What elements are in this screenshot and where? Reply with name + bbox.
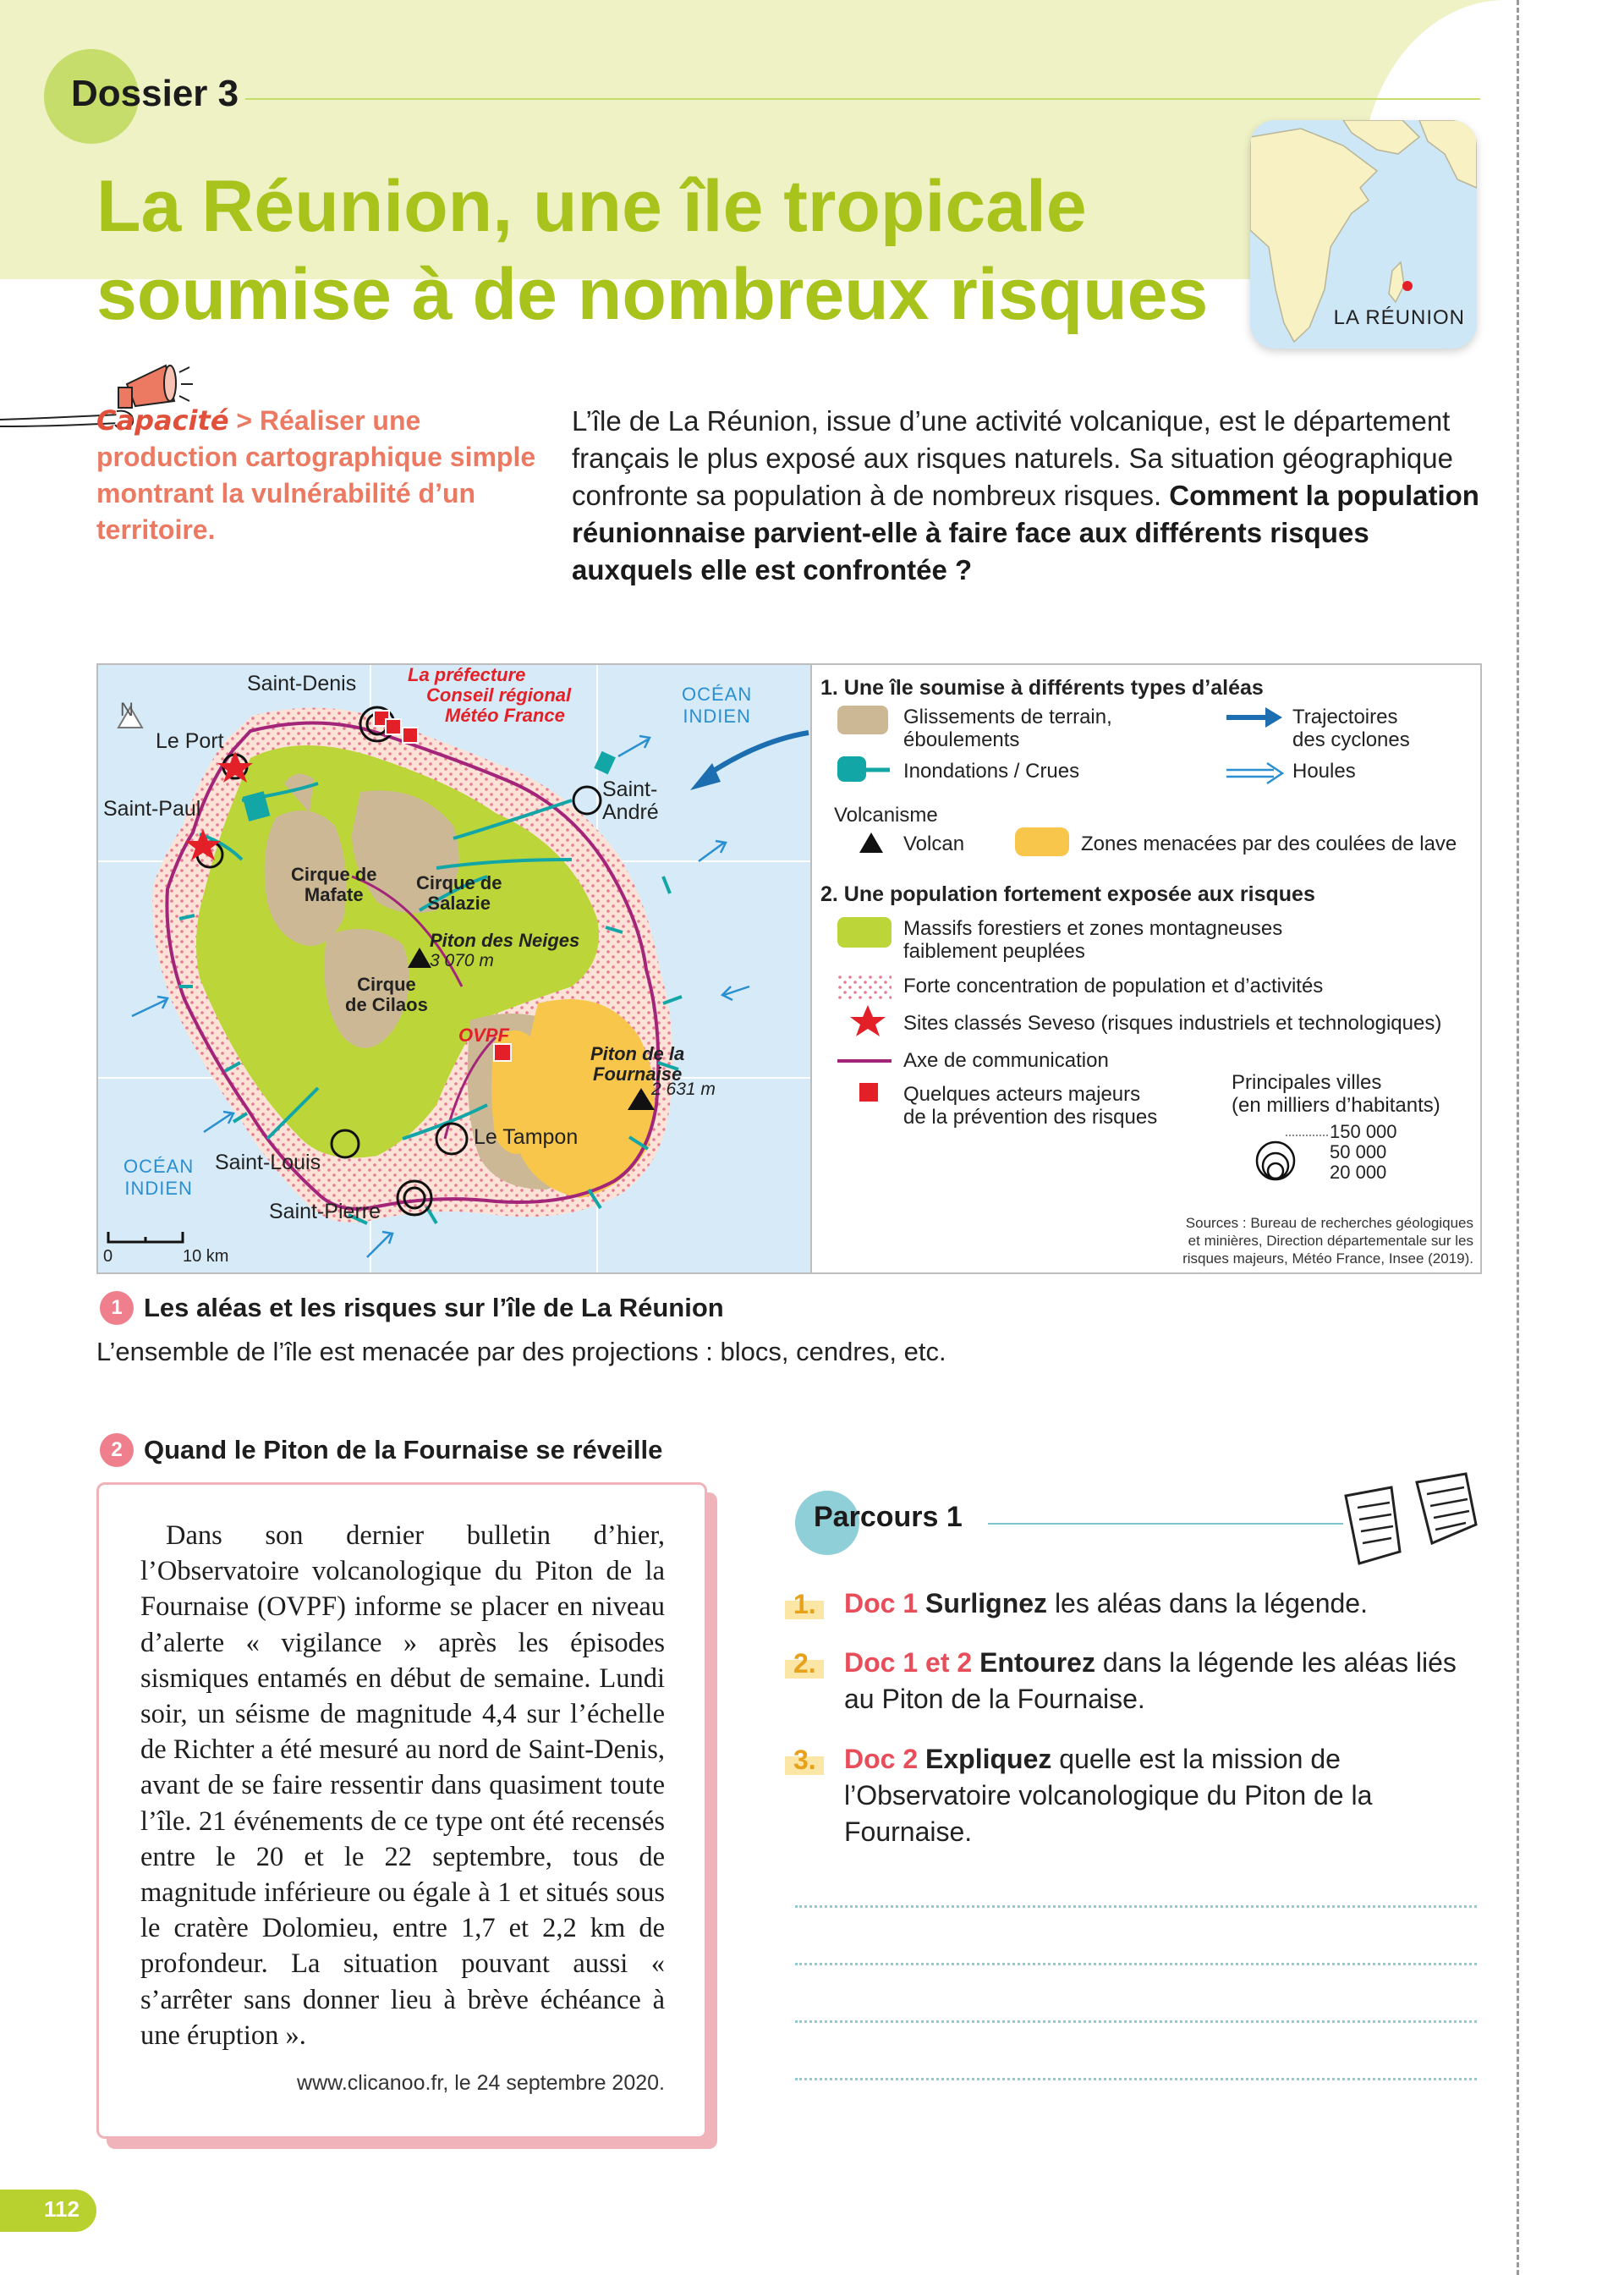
scale-zero: 0 xyxy=(103,1247,113,1266)
label-ocean-ne: OCÉAN INDIEN xyxy=(682,684,753,727)
papers-icon xyxy=(1341,1470,1484,1572)
label-saint-andre: Saint- André xyxy=(602,778,659,824)
legend-acteurs: Quelques acteurs majeurs de la prévention des risques xyxy=(903,1083,1158,1129)
q2-number: 2. xyxy=(793,1648,816,1679)
page-number: 112 xyxy=(44,2196,80,2222)
q1-number: 1. xyxy=(793,1589,816,1619)
answer-line-1[interactable] xyxy=(795,1905,1477,1908)
label-cirque-mafate: Cirque de Mafate xyxy=(291,864,377,905)
title-line-1: La Réunion, une île tropicale xyxy=(96,166,1087,247)
map-legend xyxy=(810,665,1482,1272)
q3-text xyxy=(844,1741,1479,1850)
capacite-text: > Réaliser une production cartographique simple montrant la vulnérabilité d’un territoire. xyxy=(96,405,536,545)
legend-volcanisme: Volcanisme xyxy=(834,804,938,827)
q2-verb: Entourez xyxy=(979,1647,1095,1678)
intro-text: L’île de La Réunion, issue d’une activité volcanique, est le département français le plus exposé aux risques naturels. Sa situation géographique confronte sa population à de nombreux risques. xyxy=(572,405,1453,511)
legend-inondations: Inondations / Crues xyxy=(903,760,1080,783)
label-piton-fournaise: Piton de la Fournaise xyxy=(590,1043,685,1085)
legend-concentration: Forte concentration de population et d’activités xyxy=(903,975,1324,997)
legend-villes-title: Principales villes (en milliers d’habitants) xyxy=(1232,1071,1440,1117)
label-saint-louis: Saint-Louis xyxy=(215,1151,321,1174)
label-ocean-sw: OCÉAN INDIEN xyxy=(123,1156,195,1199)
doc1-number: 1 xyxy=(100,1291,134,1325)
legend-heading-1: 1. Une île soumise à différents types d’aléas xyxy=(820,676,1264,700)
q1-rest: les aléas dans la légende. xyxy=(1047,1588,1368,1618)
parcours-label: Parcours 1 xyxy=(814,1501,963,1533)
dossier-rule xyxy=(245,98,1480,100)
q2-doc: Doc 1 et 2 xyxy=(844,1647,973,1678)
label-ovpf: OVPF xyxy=(458,1025,509,1046)
capacite-block xyxy=(96,403,536,548)
doc2-source: www.clicanoo.fr, le 24 septembre 2020. xyxy=(297,2071,665,2095)
doc2-number: 2 xyxy=(100,1433,134,1467)
label-le-port: Le Port xyxy=(156,729,224,753)
legend-volcan: Volcan xyxy=(903,833,965,855)
label-piton-fournaise-alt: 2 631 m xyxy=(651,1080,716,1099)
q3-number: 3. xyxy=(793,1745,816,1775)
legend-houles: Houles xyxy=(1292,760,1356,783)
legend-trajectoires: Trajectoires des cyclones xyxy=(1292,706,1410,751)
title-line-2: soumise à de nombreux risques xyxy=(96,254,1209,335)
legend-massifs: Massifs forestiers et zones montagneuses faiblement peuplées xyxy=(903,917,1283,963)
doc2-text: Dans son dernier bulletin d’hier, l’Observatoire volcanologique du Piton de la Fournaise (OVPF) informe se placer en niveau d’alerte « vigilance » après les épisodes sismiques entamés en début de semaine. Lundi soir, un séisme de magnitude 4,4 sur l’échelle de Richter a été mesuré au nord de Saint-Denis, avant de se faire ressentir dans quasiment toute l’île. 21 événements de ce type ont été recensés entre le 20 et le 22 septembre, tous de magnitude inférieure ou égale à 1 et situés sous le cratère Dolomieu, entre 1,7 et 2,2 km de profondeur. La situation pouvant aussi « s’arrêter sans donner lieu à brève échéance à une éruption ». xyxy=(140,1520,665,2051)
legend-sources: Sources : Bureau de recherches géologiques et minières, Direction départementale sur les risques majeurs, Météo France, Insee (2019). xyxy=(1182,1215,1473,1267)
risk-map xyxy=(96,663,1482,1274)
q1-text xyxy=(844,1585,1479,1622)
margin-rule xyxy=(1517,0,1519,2275)
label-piton-neiges: Piton des Neiges xyxy=(430,930,580,951)
q3-rest: quelle est la mission de l’Observatoire volcanologique du Piton de la Fournaise. xyxy=(844,1744,1373,1847)
doc1-title: Les aléas et les risques sur l’île de La Réunion xyxy=(144,1293,724,1322)
legend-villes-20: 20 000 xyxy=(1330,1162,1387,1183)
label-piton-neiges-alt: 3 070 m xyxy=(430,951,494,970)
scale-km: 10 km xyxy=(183,1247,229,1266)
locator-label: LA RÉUNION xyxy=(1333,306,1465,329)
q1-doc: Doc 1 xyxy=(844,1588,919,1618)
label-saint-paul: Saint-Paul xyxy=(103,797,201,821)
reunion-marker xyxy=(1402,281,1413,291)
legend-seveso: Sites classés Seveso (risques industriels et technologiques) xyxy=(903,1012,1442,1035)
q3-verb: Expliquez xyxy=(925,1744,1052,1774)
label-saint-pierre: Saint-Pierre xyxy=(269,1200,381,1223)
label-prefecture: La préfecture xyxy=(408,664,526,685)
parcours-rule xyxy=(988,1523,1343,1525)
intro-question: Comment la population réunionnaise parvient-elle à faire face aux différents risques auxquels elle est confrontée ? xyxy=(572,480,1479,585)
intro-paragraph xyxy=(572,403,1482,589)
answer-line-4[interactable] xyxy=(795,2078,1477,2080)
label-cirque-cilaos: Cirque de Cilaos xyxy=(345,974,428,1015)
label-le-tampon: Le Tampon xyxy=(474,1125,579,1149)
page-title xyxy=(96,162,1213,338)
legend-axe: Axe de communication xyxy=(903,1049,1109,1072)
answer-line-3[interactable] xyxy=(795,2020,1477,2023)
doc1-subtitle: L’ensemble de l’île est menacée par des projections : blocs, cendres, etc. xyxy=(96,1337,946,1366)
dossier-label: Dossier 3 xyxy=(71,73,239,114)
q2-rest: dans la légende les aléas liés au Piton de la Fournaise. xyxy=(844,1647,1457,1714)
q1-verb: Surlignez xyxy=(925,1588,1048,1618)
legend-glissements: Glissements de terrain, éboulements xyxy=(903,706,1112,751)
label-conseil-regional: Conseil régional xyxy=(426,684,572,706)
answer-line-2[interactable] xyxy=(795,1963,1477,1965)
q3-doc: Doc 2 xyxy=(844,1744,919,1774)
legend-villes-50: 50 000 xyxy=(1330,1141,1387,1162)
north-label: N xyxy=(120,699,134,720)
legend-heading-2: 2. Une population fortement exposée aux risques xyxy=(820,882,1315,906)
legend-coulees: Zones menacées par des coulées de lave xyxy=(1081,833,1457,855)
locator-map xyxy=(1250,120,1477,349)
label-cirque-salazie: Cirque de Salazie xyxy=(416,872,502,914)
legend-villes-150: 150 000 xyxy=(1330,1121,1397,1142)
label-saint-denis: Saint-Denis xyxy=(247,672,357,695)
q2-text xyxy=(844,1645,1479,1717)
label-meteo-france: Météo France xyxy=(445,705,565,726)
doc2-title: Quand le Piton de la Fournaise se réveille xyxy=(144,1435,663,1464)
capacite-word: Capacité xyxy=(96,404,229,437)
